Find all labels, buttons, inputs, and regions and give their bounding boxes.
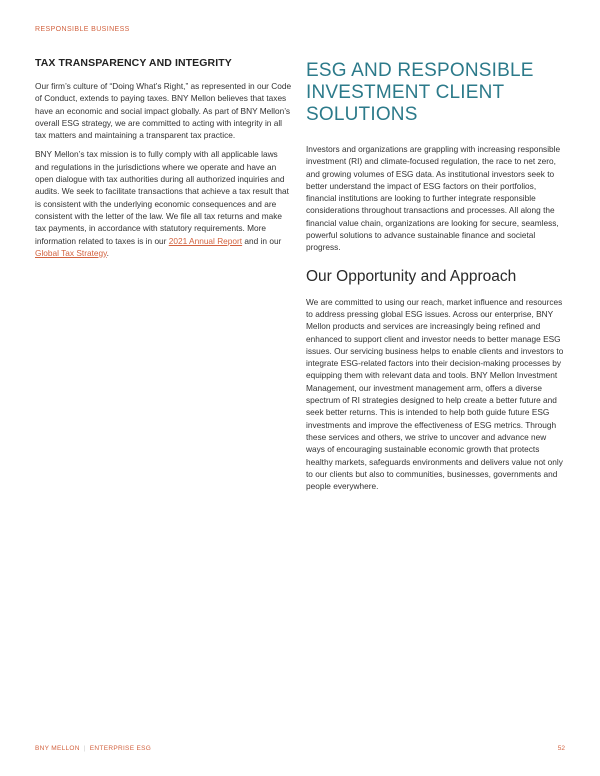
footer-label bbox=[35, 745, 151, 752]
annual-report-link[interactable]: 2021 Annual Report bbox=[168, 235, 243, 246]
footer-company: BNY MELLON bbox=[35, 745, 80, 752]
esg-paragraph-2: We are committed to using our reach, market influence and resources to address pressing global ESG issues. Across our enterprise, BNY Mellon products and services are increasingly being refined and enhanced to support client and investor needs to better manage ESG issues. Our servicing business helps to enable clients and investors to integrate ESG-related factors into their decision-making processes by equipping them with relevant data and tools. BNY Mellon Investment Management, our investment management arm, offers a diverse spectrum of RI strategies designed to help create a better future and seek better returns. This is intended to help both guide future ESG investments and improve the effectiveness of ESG metrics. Through these services and others, we strive to uncover and advance new ways of encouraging sustainable economic growth that protects healthy markets, safeguards environments and delivers value not only to our clients but also to communities, businesses, governments and people everywhere. bbox=[306, 296, 564, 492]
opportunity-heading: Our Opportunity and Approach bbox=[306, 267, 517, 285]
footer-doc: ENTERPRISE ESG bbox=[89, 745, 152, 752]
esg-solutions-title: ESG AND RESPONSIBLE INVESTMENT CLIENT SOLUTIONS bbox=[306, 60, 534, 125]
tax-transparency-heading: TAX TRANSPARENCY AND INTEGRITY bbox=[35, 57, 232, 69]
tax-paragraph-1: Our firm’s culture of “Doing What’s Right,” as represented in our Code of Conduct, extends to paying taxes. BNY Mellon believes that taxes have an economic and social impact globally. As part of BNY Mellon’s overall ESG strategy, we are committed to acting with integrity in all tax matters and maintaining a transparent tax practice. bbox=[35, 81, 292, 141]
tax-paragraph-2-end: . bbox=[106, 247, 109, 258]
tax-paragraph-2-mid: and in our bbox=[242, 235, 282, 246]
tax-transparency-section bbox=[35, 57, 293, 266]
section-label: RESPONSIBLE BUSINESS bbox=[35, 26, 130, 33]
page-number: 52 bbox=[557, 745, 565, 752]
global-tax-strategy-link[interactable]: Global Tax Strategy bbox=[35, 247, 107, 258]
esg-paragraph-1: Investors and organizations are grappling with increasing responsible investment (RI) and climate-focused regulation, the race to net zero, and growing volumes of ESG data. As institutional investors seek to better understand the impact of ESG factors on their portfolios, financial institutions are looking to further integrate responsible considerations throughout transactions and processes. All along the financial value chain, organizations are looking for secure, seamless, powerful solutions to advance sustainable finance and societal progress. bbox=[306, 144, 561, 253]
esg-solutions-section bbox=[306, 60, 564, 499]
tax-paragraph-2 bbox=[35, 148, 293, 259]
footer-separator: | bbox=[83, 745, 86, 752]
tax-paragraph-2-text: BNY Mellon’s tax mission is to fully comply with all applicable laws and regulations in the jurisdictions where we operate and have an open dialogue with tax authorities during all authorized inquiries and audits. We seek to facilitate transactions that achieve a tax result that is consistent with the underlying economic consequences and are consistent with the letter of the law. We file all tax returns and make tax payments, in accordance with statutory requirements. More information related to taxes is in our bbox=[35, 149, 289, 246]
